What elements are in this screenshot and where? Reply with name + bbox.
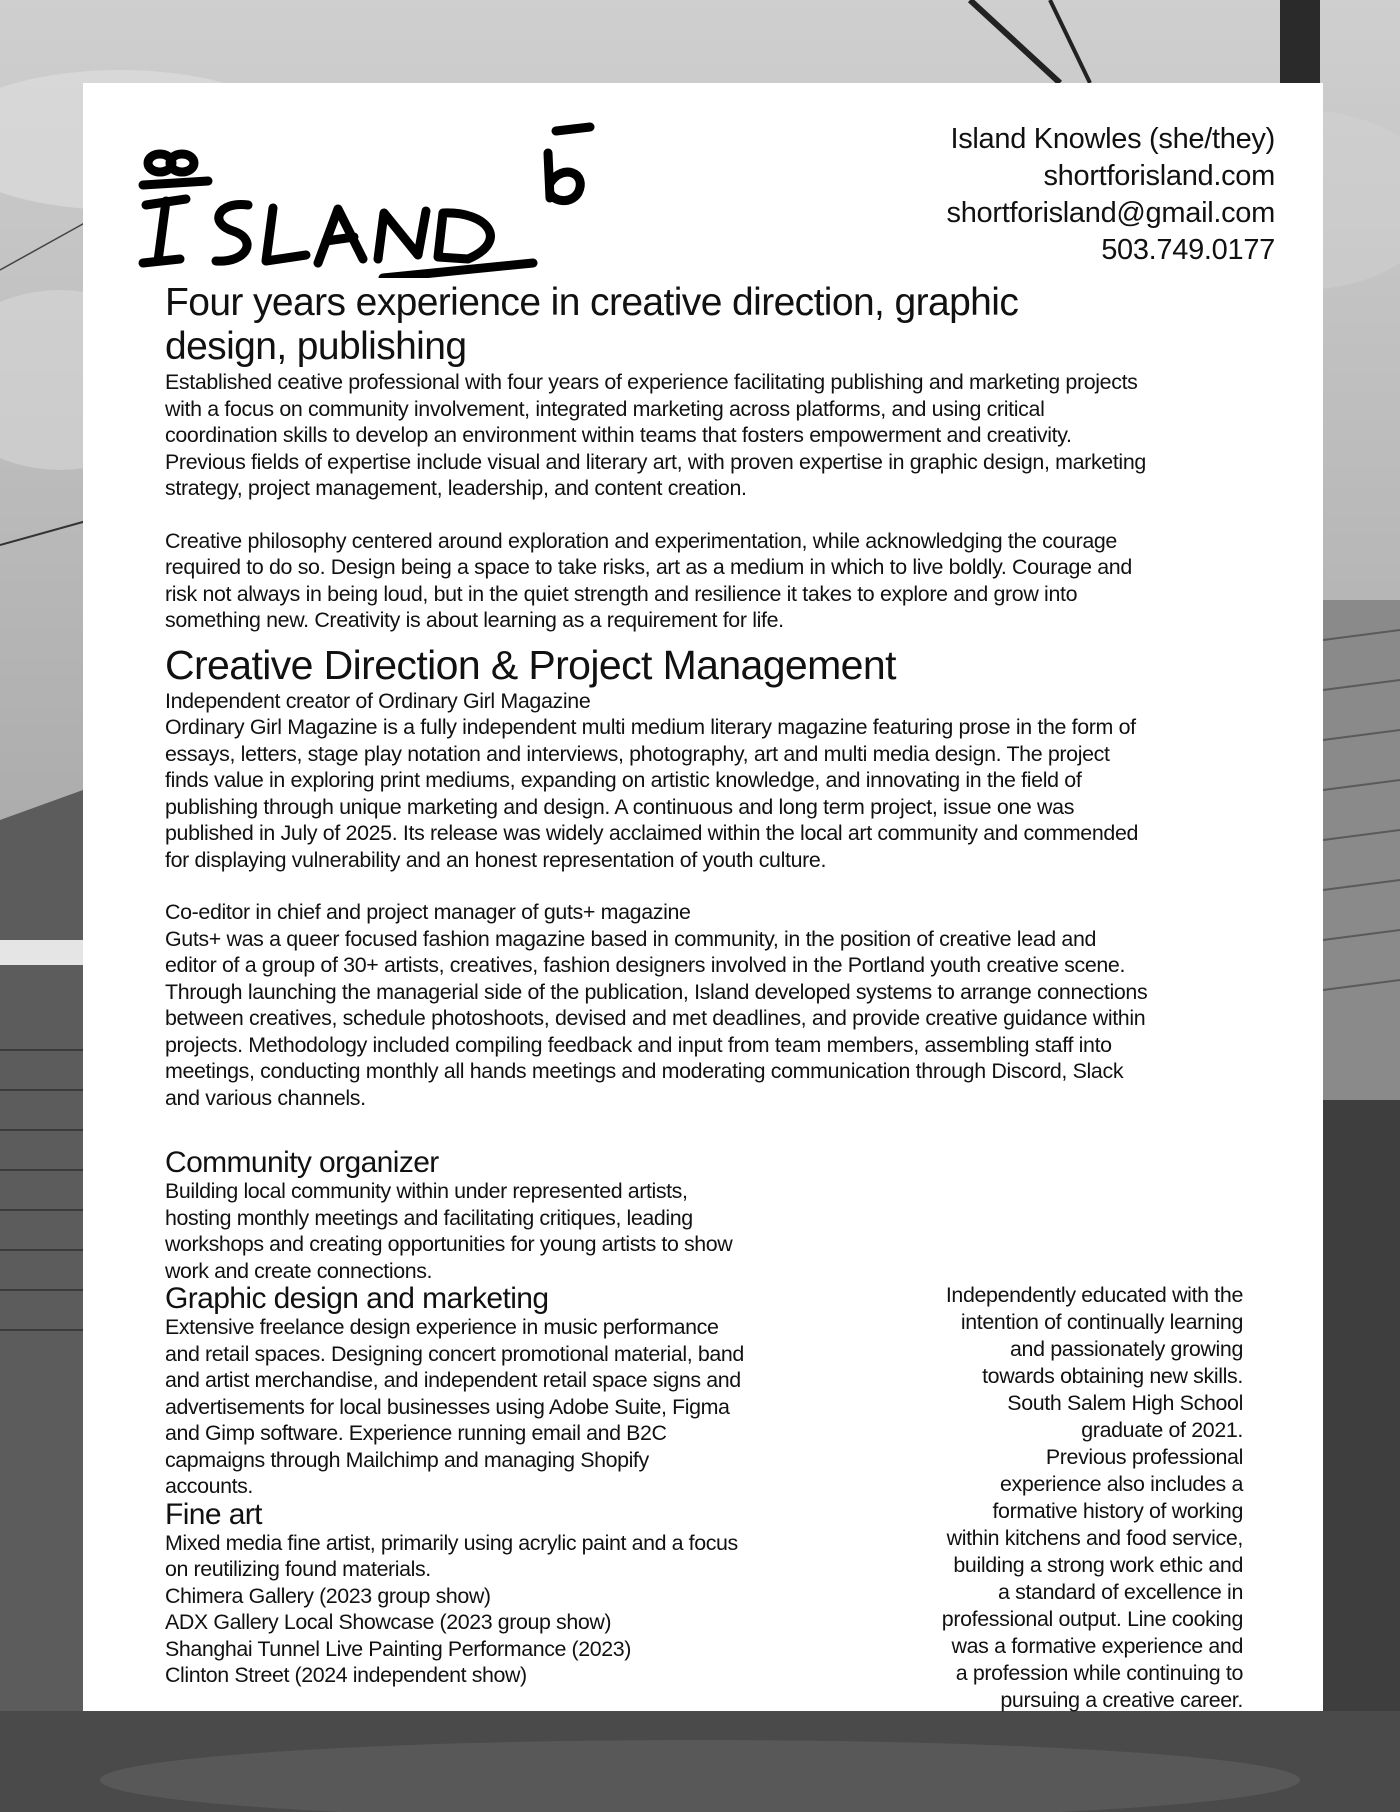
- fineart-show: ADX Gallery Local Showcase (2023 group show): [165, 1610, 612, 1634]
- fineart-line: on reutilizing found materials.: [165, 1557, 431, 1581]
- job1-line: for displaying vulnerability and an honest representation of youth culture.: [165, 847, 827, 872]
- summary-p2-line: required to do so. Design being a space to take risks, art as a medium in which to live boldly. Courage and: [165, 555, 1132, 579]
- left-column: [165, 1148, 805, 1689]
- job1-line: Ordinary Girl Magazine is a fully independent multi medium literary magazine featuring prose in the form of: [165, 715, 1136, 739]
- job1-line: essays, letters, stage play notation and interviews, photography, art and multi media design. The project: [165, 741, 1110, 766]
- fineart-show: Clinton Street (2024 independent show): [165, 1663, 527, 1687]
- education-line: experience also includes a: [1000, 1472, 1243, 1496]
- job2-line: projects. Methodology included compiling feedback and input from team members, assembling staff into: [165, 1032, 1112, 1057]
- job2-description: [165, 926, 1275, 1112]
- education-line: South Salem High School: [1007, 1391, 1243, 1415]
- summary-p2-line: risk not always in being loud, but in the quiet strength and resilience it takes to explore and grow into: [165, 581, 1078, 606]
- graphic-line: Extensive freelance design experience in music performance: [165, 1315, 719, 1339]
- summary-p1-line: strategy, project management, leadership, and content creation.: [165, 476, 747, 500]
- education-description: [883, 1282, 1243, 1714]
- education-line: a standard of excellence in: [997, 1580, 1243, 1604]
- graphic-description: [165, 1314, 805, 1500]
- job2-line: editor of a group of 30+ artists, creatives, fashion designers involved in the Portland youth creative scene.: [165, 953, 1126, 977]
- education-line: Independently educated with the: [945, 1283, 1243, 1307]
- education-line: within kitchens and food service,: [946, 1526, 1243, 1550]
- resume-page: [83, 83, 1323, 1711]
- job2-title: Co-editor in chief and project manager of guts+ magazine: [165, 900, 691, 924]
- graphic-line: and Gimp software. Experience running email and B2C: [165, 1421, 667, 1445]
- education-line: building a strong work ethic and: [953, 1553, 1243, 1577]
- summary-heading: [165, 281, 1275, 369]
- education-column: [883, 1282, 1243, 1714]
- job1-line: published in July of 2025. Its release was widely acclaimed within the local art community and commended: [165, 821, 1139, 845]
- job2-line: Guts+ was a queer focused fashion magazine based in community, in the position of creative lead and: [165, 926, 1097, 951]
- graphic-line: accounts.: [165, 1474, 253, 1498]
- graphic-line: and retail spaces. Designing concert promotional material, band: [165, 1341, 744, 1366]
- contact-phone: 503.749.0177: [1101, 234, 1275, 266]
- fineart-description: [165, 1530, 805, 1689]
- education-line: a profession while continuing to: [955, 1661, 1243, 1685]
- graphic-line: and artist merchandise, and independent retail space signs and: [165, 1368, 741, 1392]
- graphic-heading: Graphic design and marketing: [165, 1282, 549, 1315]
- fineart-show: Shanghai Tunnel Live Painting Performance (2023): [165, 1636, 631, 1661]
- education-line: towards obtaining new skills.: [982, 1364, 1243, 1388]
- summary-p1-line: Established ceative professional with four years of experience facilitating publishing and marketing projects: [165, 370, 1138, 394]
- job1-description: [165, 714, 1275, 873]
- graphic-line: capmaigns through Mailchimp and managing Shopify: [165, 1447, 649, 1472]
- summary-p1-line: coordination skills to develop an environment within teams that fosters empowerment and creativity.: [165, 423, 1072, 447]
- main-content: [165, 281, 1275, 1111]
- job2-line: and various channels.: [165, 1085, 366, 1110]
- job1-title: Independent creator of Ordinary Girl Magazine: [165, 688, 591, 713]
- job2-line: meetings, conducting monthly all hands meetings and moderating communication through Discord, Slack: [165, 1059, 1124, 1083]
- contact-email: shortforisland@gmail.com: [946, 197, 1275, 229]
- summary-paragraph-2: [165, 528, 1275, 634]
- summary-heading-line1: Four years experience in creative direction, graphic: [165, 281, 1019, 324]
- education-line: pursuing a creative career.: [1000, 1688, 1243, 1712]
- graphic-line: advertisements for local businesses using Adobe Suite, Figma: [165, 1394, 730, 1419]
- fineart-heading: Fine art: [165, 1497, 262, 1531]
- community-line: Building local community within under represented artists,: [165, 1179, 688, 1203]
- education-line: professional output. Line cooking: [941, 1607, 1243, 1631]
- fineart-show: Chimera Gallery (2023 group show): [165, 1583, 491, 1608]
- fineart-line: Mixed media fine artist, primarily using acrylic paint and a focus: [165, 1530, 738, 1555]
- summary-heading-line2: design, publishing: [165, 325, 467, 368]
- summary-paragraph-1: [165, 369, 1275, 502]
- summary-p2-line: Creative philosophy centered around exploration and experimentation, while acknowledging the courage: [165, 528, 1117, 553]
- handwritten-island-logo: [138, 113, 608, 278]
- summary-p1-line: with a focus on community involvement, integrated marketing across platforms, and using critical: [165, 396, 1045, 421]
- community-line: work and create connections.: [165, 1258, 433, 1283]
- job1-line: publishing through unique marketing and design. A continuous and long term project, issue one was: [165, 794, 1075, 819]
- education-line: formative history of working: [992, 1499, 1243, 1523]
- education-line: graduate of 2021.: [1081, 1418, 1243, 1442]
- contact-block: [947, 121, 1275, 269]
- education-line: intention of continually learning: [960, 1310, 1243, 1334]
- education-line: was a formative experience and: [951, 1634, 1243, 1658]
- community-line: hosting monthly meetings and facilitating critiques, leading: [165, 1205, 693, 1230]
- contact-name: Island Knowles (she/they): [950, 123, 1275, 155]
- education-line: and passionately growing: [1010, 1337, 1243, 1361]
- community-line: workshops and creating opportunities for young artists to show: [165, 1232, 733, 1256]
- job2-line: Through launching the managerial side of the publication, Island developed systems to arrange connections: [165, 979, 1148, 1004]
- community-description: [165, 1178, 805, 1284]
- job2-line: between creatives, schedule photoshoots, devised and met deadlines, and provide creative guidance within: [165, 1006, 1146, 1030]
- job1-line: finds value in exploring print mediums, expanding on artistic knowledge, and innovating in the field of: [165, 768, 1082, 792]
- summary-p2-line: something new. Creativity is about learning as a requirement for life.: [165, 608, 784, 632]
- community-heading: Community organizer: [165, 1146, 439, 1179]
- contact-website: shortforisland.com: [1043, 160, 1275, 192]
- creative-direction-heading: Creative Direction & Project Management: [165, 641, 896, 688]
- education-line: Previous professional: [1045, 1445, 1243, 1469]
- summary-p1-line: Previous fields of expertise include visual and literary art, with proven expertise in graphic design, marketing: [165, 449, 1146, 474]
